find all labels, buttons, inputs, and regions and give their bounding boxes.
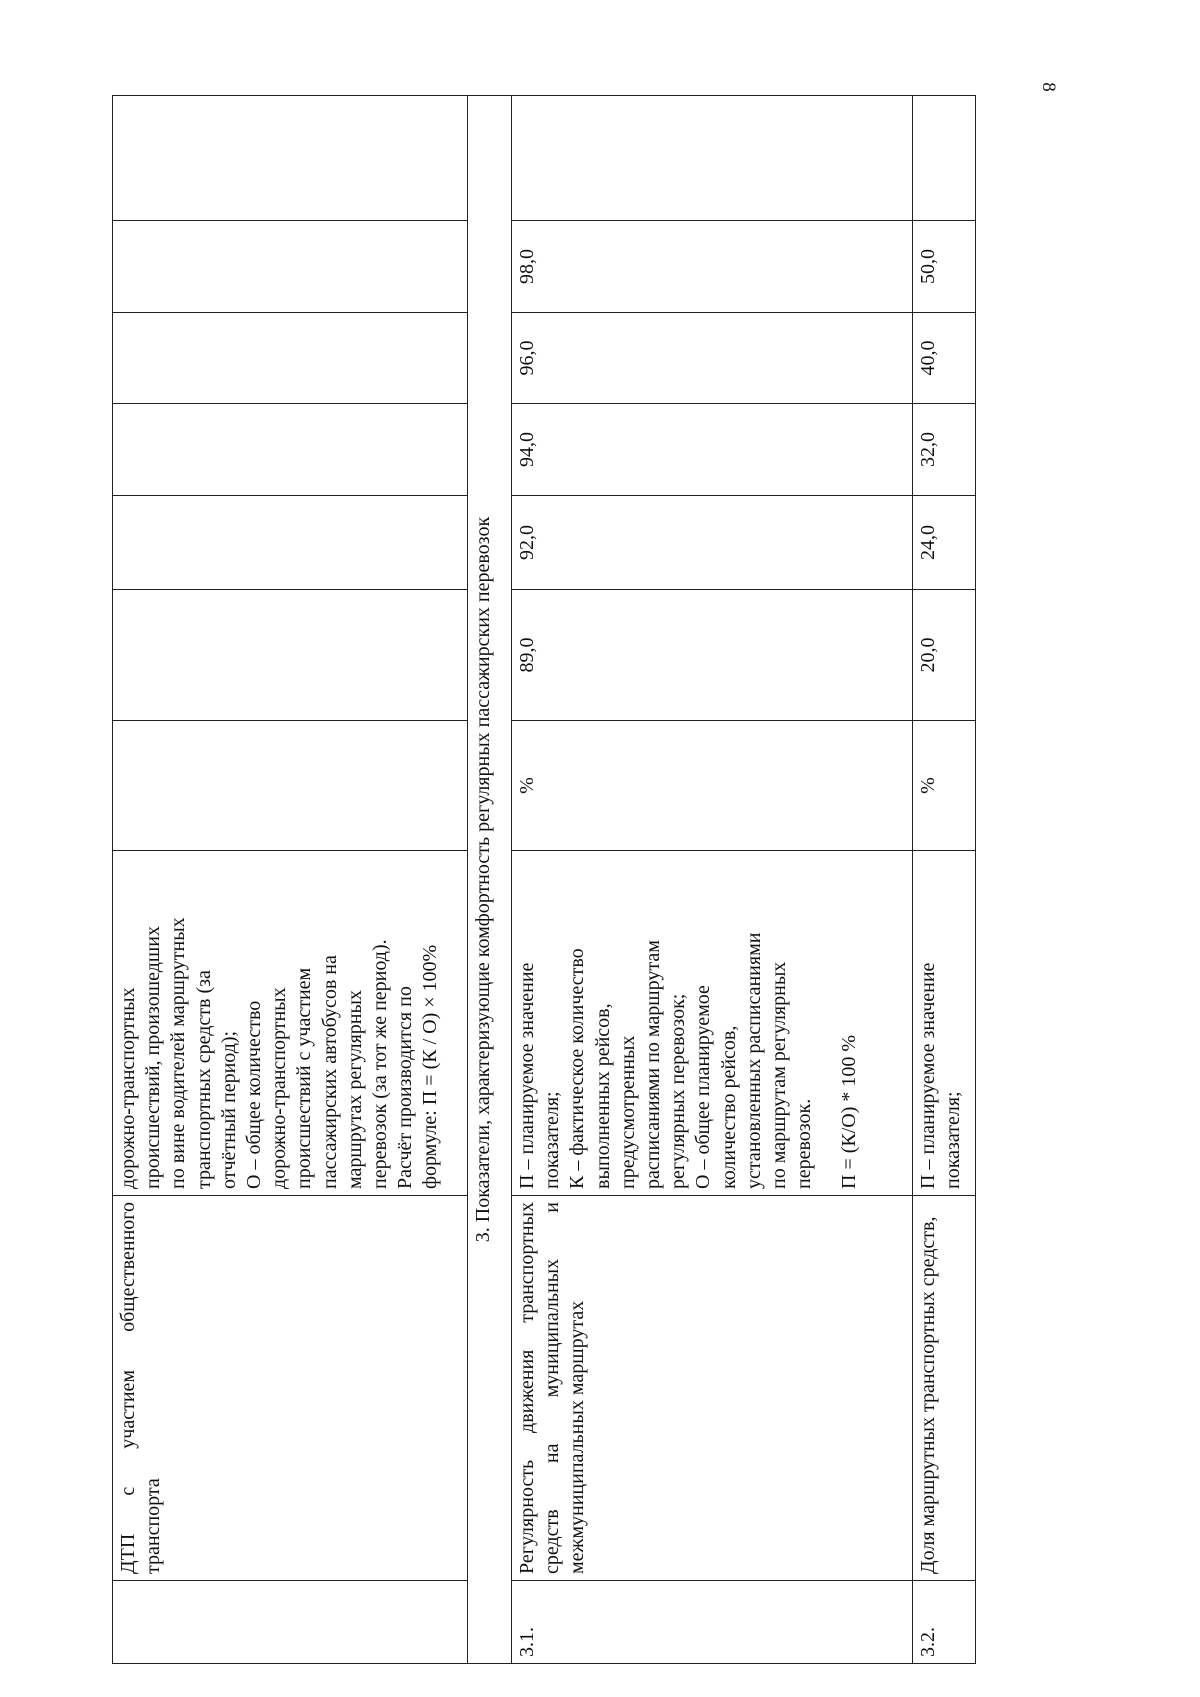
value-cell: 20,0 bbox=[913, 590, 976, 721]
value-cell bbox=[113, 404, 468, 496]
page-number: 8 bbox=[1037, 82, 1059, 92]
table-row bbox=[113, 96, 468, 1664]
method-line: регулярных перевозок; bbox=[667, 993, 690, 1189]
row-number-cell: 3.2. bbox=[913, 1581, 976, 1664]
value-cell: 89,0 bbox=[512, 590, 913, 721]
method-line: О – общее количество bbox=[242, 1000, 265, 1189]
indicator-name-cell: ДТП с участием общественного транспорта bbox=[113, 1196, 468, 1581]
row-number-cell bbox=[113, 1581, 468, 1664]
method-line: дорожно-транспортных bbox=[268, 987, 291, 1189]
rotated-page-content bbox=[112, 96, 1032, 1664]
method-line: количество рейсов, bbox=[717, 1025, 740, 1189]
value-cell: 94,0 bbox=[512, 404, 913, 496]
indicator-table bbox=[112, 95, 976, 1664]
value-cell bbox=[913, 96, 976, 221]
value-cell bbox=[113, 221, 468, 313]
formula: П = (К/О) * 100 % bbox=[838, 1034, 861, 1189]
method-line: расписаниями по маршрутам bbox=[641, 940, 664, 1189]
calculation-method-cell bbox=[512, 851, 913, 1196]
value-cell bbox=[113, 313, 468, 404]
calculation-method-cell bbox=[913, 851, 976, 1196]
value-cell: 32,0 bbox=[913, 404, 976, 496]
indicator-name-cell: Регулярность движения транспортных средств на муниципальных и межмуниципальных маршрутах bbox=[512, 1196, 913, 1581]
value-cell bbox=[113, 96, 468, 221]
method-line: показателя; bbox=[541, 1091, 564, 1189]
section-heading-row bbox=[468, 96, 512, 1664]
value-cell bbox=[113, 590, 468, 721]
method-line: П – планируемое значение bbox=[516, 962, 538, 1189]
method-line: происшествий с участием bbox=[293, 967, 316, 1189]
row-number-cell: 3.1. bbox=[512, 1581, 913, 1664]
method-line: К – фактическое количество bbox=[566, 948, 589, 1189]
value-cell: 96,0 bbox=[512, 313, 913, 404]
method-line: отчётный период); bbox=[217, 1030, 240, 1189]
method-line: транспортных средств (за bbox=[192, 970, 215, 1189]
method-line: перевозок. bbox=[793, 1098, 816, 1189]
method-line: маршрутах регулярных bbox=[343, 990, 366, 1189]
method-line: дорожно-транспортных bbox=[117, 987, 139, 1189]
unit-cell bbox=[113, 721, 468, 851]
method-line: выполненных рейсов, bbox=[591, 1003, 614, 1189]
value-cell: 98,0 bbox=[512, 221, 913, 313]
table-row bbox=[913, 96, 976, 1664]
method-line: П – планируемое значение bbox=[917, 962, 939, 1189]
method-line: установленных расписаниями bbox=[742, 932, 765, 1189]
method-line: О – общее планируемое bbox=[692, 985, 715, 1189]
method-line: перевозок (за тот же период). bbox=[368, 939, 391, 1189]
indicator-name-cell: Доля маршрутных транспортных средств, bbox=[913, 1196, 976, 1581]
method-line: по вине водителей маршрутных bbox=[167, 917, 190, 1189]
method-line: пассажирских автобусов на bbox=[318, 955, 341, 1189]
method-line: формуле: П = (К / О) × 100% bbox=[419, 944, 442, 1189]
value-cell bbox=[113, 496, 468, 590]
section-3-heading: 3. Показатели, характеризующие комфортность регулярных пассажирских перевозок bbox=[468, 96, 512, 1664]
method-line: показателя; bbox=[942, 1091, 965, 1189]
spacer bbox=[817, 857, 837, 1189]
method-line: Расчёт производится по bbox=[394, 986, 417, 1189]
method-line: происшествий, произошедших bbox=[142, 925, 165, 1189]
calculation-method-cell bbox=[113, 851, 468, 1196]
value-cell: 50,0 bbox=[913, 221, 976, 313]
value-cell: 24,0 bbox=[913, 496, 976, 590]
method-line: по маршрутам регулярных bbox=[767, 961, 790, 1189]
value-cell: 92,0 bbox=[512, 496, 913, 590]
unit-cell: % bbox=[512, 721, 913, 851]
value-cell: 40,0 bbox=[913, 313, 976, 404]
value-cell bbox=[512, 96, 913, 221]
table-row bbox=[512, 96, 913, 1664]
method-line: предусмотренных bbox=[616, 1035, 639, 1189]
unit-cell: % bbox=[913, 721, 976, 851]
